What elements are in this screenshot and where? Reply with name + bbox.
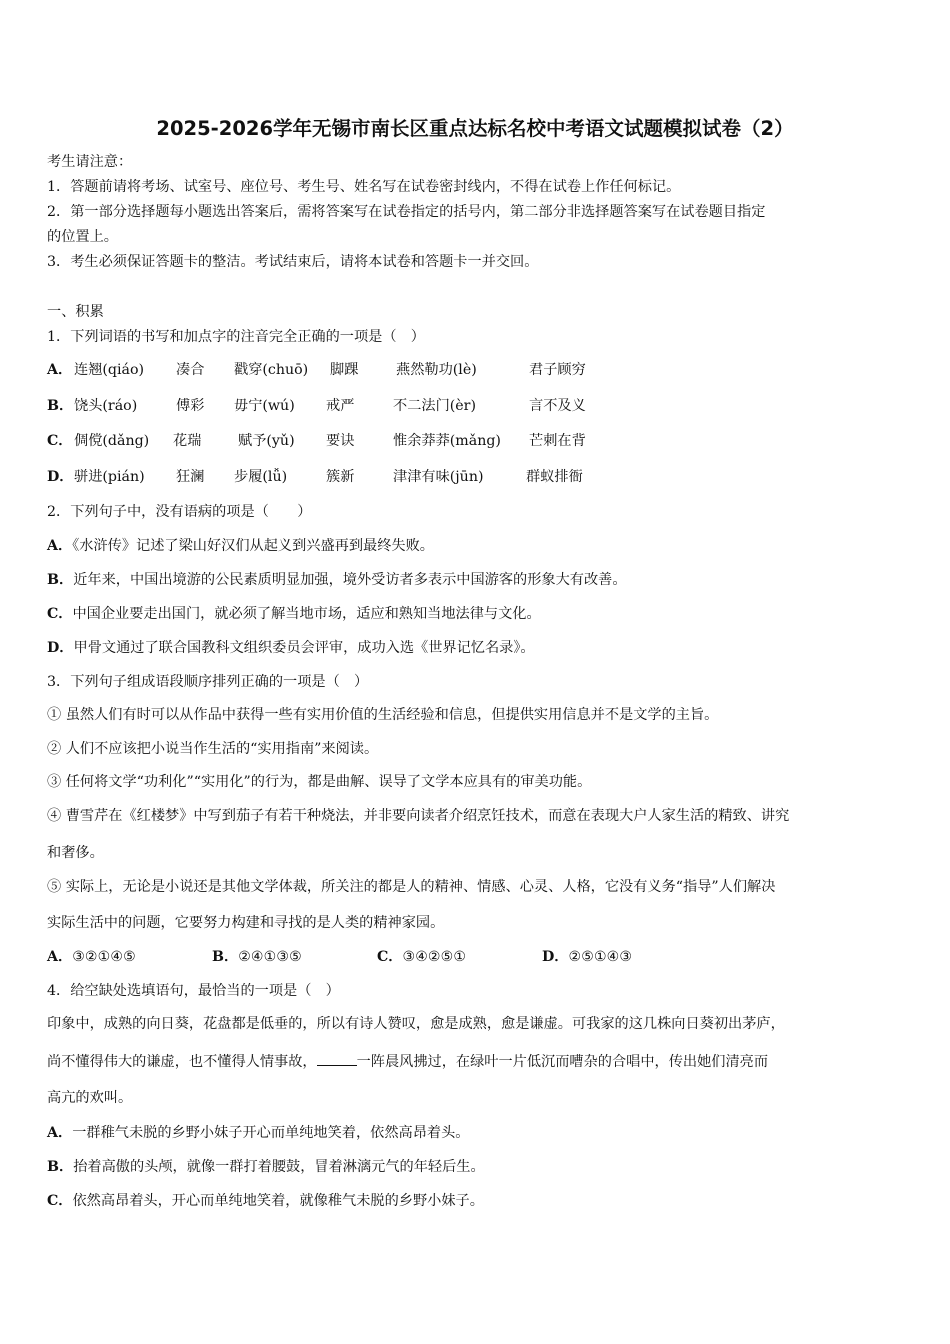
option-text: 近年来，中国出境游的公民素质明显加强，境外受访者多表示中国游客的形象大有改善。 <box>73 572 627 588</box>
option-label: C． <box>47 1193 73 1209</box>
word: 不二法门(èr) <box>393 398 476 414</box>
question-4-passage-line-2: 尚不懂得伟大的谦虚，也不懂得人情事故， 一阵晨风拂过，在绿叶一片低沉而嘈杂的合唱中，传出她们清亮而 <box>47 1051 768 1072</box>
option-text: 依然高昂着头，开心而单纯地笑着，就像稚气未脱的乡野小妹子。 <box>72 1193 484 1209</box>
question-4-passage-line-3: 高亢的欢叫。 <box>47 1090 133 1106</box>
word: 赋予(yǔ) <box>238 433 295 449</box>
question-2-option-a <box>47 536 434 556</box>
word: 簇新 <box>326 469 355 485</box>
option-label: D． <box>47 469 74 485</box>
question-3-sentence-2: ② 人们不应该把小说当作生活的“实用指南”来阅读。 <box>47 741 379 757</box>
option-label: A． <box>47 538 73 554</box>
question-4-option-c <box>47 1191 484 1211</box>
word: 倜傥(dǎng) <box>74 433 150 449</box>
question-4-option-b <box>47 1157 485 1177</box>
word: 群蚁排衙 <box>526 469 583 485</box>
word: 津津有味(jūn) <box>393 469 484 485</box>
word: 步履(lǚ) <box>234 469 288 485</box>
option-label: C． <box>47 433 73 449</box>
question-3-sentence-5: ⑤ 实际上，无论是小说还是其他文学体裁，所关注的都是人的精神、情感、心灵、人格，它没有义务“指导”人们解决 <box>47 879 776 895</box>
option-label: A． <box>47 1125 73 1141</box>
question-2-stem: 2．下列句子中，没有语病的项是（ ） <box>47 504 312 520</box>
word: 饶头(ráo) <box>74 398 138 414</box>
question-4-passage-line-1: 印象中，成熟的向日葵，花盘都是低垂的，所以有诗人赞叹，愈是成熟，愈是谦虚。可我家的这几株向日葵初出茅庐， <box>47 1016 785 1032</box>
question-3-stem: 3．下列句子组成语段顺序排列正确的一项是（ ） <box>47 674 369 690</box>
option-text: 甲骨文通过了联合国教科文组织委员会评审，成功入选《世界记忆名录》。 <box>73 640 535 656</box>
question-2-option-b <box>47 570 627 590</box>
option-text: 中国企业要走出国门，就必须了解当地市场，适应和熟知当地法律与文化。 <box>72 606 541 622</box>
notice-heading: 考生请注意： <box>47 154 133 170</box>
option-label: C． <box>47 606 73 622</box>
question-4-stem: 4．给空缺处选填语句，最恰当的一项是（ ） <box>47 983 340 999</box>
word: 花瑞 <box>173 433 202 449</box>
section-heading: 一、积累 <box>47 304 104 320</box>
word: 凑合 <box>176 362 205 378</box>
option-label: D． <box>47 640 74 656</box>
option-label: A． <box>47 362 73 378</box>
word: 狂澜 <box>176 469 205 485</box>
question-3-sentence-4-cont: 和奢侈。 <box>47 845 104 861</box>
question-3-sentence-4: ④ 曹雪芹在《红楼梦》中写到茄子有若干种烧法，并非要向读者介绍烹饪技术，而意在表现大户人家生活的精致、讲究 <box>47 808 790 824</box>
option-label: B． <box>47 572 74 588</box>
option-text: 《水浒传》记述了梁山好汉们从起义到兴盛再到最终失败。 <box>72 538 434 554</box>
question-2-option-c <box>47 604 541 624</box>
option-label: B． <box>47 1159 74 1175</box>
word: 要诀 <box>326 433 355 449</box>
option-label: B． <box>47 398 74 414</box>
question-3-option-d: D．②⑤①④③ <box>542 949 633 965</box>
answer-blank <box>317 1051 357 1066</box>
question-4-option-a <box>47 1123 469 1143</box>
option-text: 抬着高傲的头颅，就像一群打着腰鼓，冒着淋漓元气的年轻后生。 <box>73 1159 485 1175</box>
word: 毋宁(wú) <box>234 398 295 414</box>
question-3-option-b: B．②④①③⑤ <box>212 949 302 965</box>
notice-item-2: 2．第一部分选择题每小题选出答案后，需将答案写在试卷指定的括号内，第二部分非选择题答案写在试卷题目指定 <box>47 204 766 220</box>
question-2-option-d <box>47 638 535 658</box>
question-3-sentence-5-cont: 实际生活中的问题，它要努力构建和寻找的是人类的精神家园。 <box>47 915 445 931</box>
question-3-option-a: A．③②①④⑤ <box>47 949 136 965</box>
notice-item-1: 1．答题前请将考场、试室号、座位号、考生号、姓名写在试卷密封线内，不得在试卷上作任何标记。 <box>47 179 681 195</box>
word: 骈进(pián) <box>74 469 145 485</box>
question-3-option-c: C．③④②⑤① <box>377 949 467 965</box>
word: 傅彩 <box>176 398 205 414</box>
word: 芒刺在背 <box>529 433 586 449</box>
word: 连翘(qiáo) <box>74 362 145 378</box>
word: 脚踝 <box>330 362 359 378</box>
word: 戒严 <box>326 398 355 414</box>
notice-item-2-cont: 的位置上。 <box>47 229 118 245</box>
word: 言不及义 <box>529 398 586 414</box>
word: 君子顾穷 <box>529 362 586 378</box>
word: 燕然勒功(lè) <box>396 362 477 378</box>
word: 惟余莽莽(mǎng) <box>393 433 501 449</box>
question-3-sentence-3: ③ 任何将文学“功利化”“实用化”的行为，都是曲解、误导了文学本应具有的审美功能。 <box>47 774 592 790</box>
word: 戳穿(chuō) <box>234 362 309 378</box>
page-title: 2025-2026学年无锡市南长区重点达标名校中考语文试题模拟试卷（2） <box>156 117 794 140</box>
question-1-stem: 1．下列词语的书写和加点字的注音完全正确的一项是（ ） <box>47 329 425 345</box>
notice-item-3: 3．考生必须保证答题卡的整洁。考试结束后，请将本试卷和答题卡一并交回。 <box>47 254 539 270</box>
question-3-sentence-1: ① 虽然人们有时可以从作品中获得一些有实用价值的生活经验和信息，但提供实用信息并不是文学的主旨。 <box>47 707 719 723</box>
option-text: 一群稚气未脱的乡野小妹子开心而单纯地笑着，依然高昂着头。 <box>72 1125 470 1141</box>
